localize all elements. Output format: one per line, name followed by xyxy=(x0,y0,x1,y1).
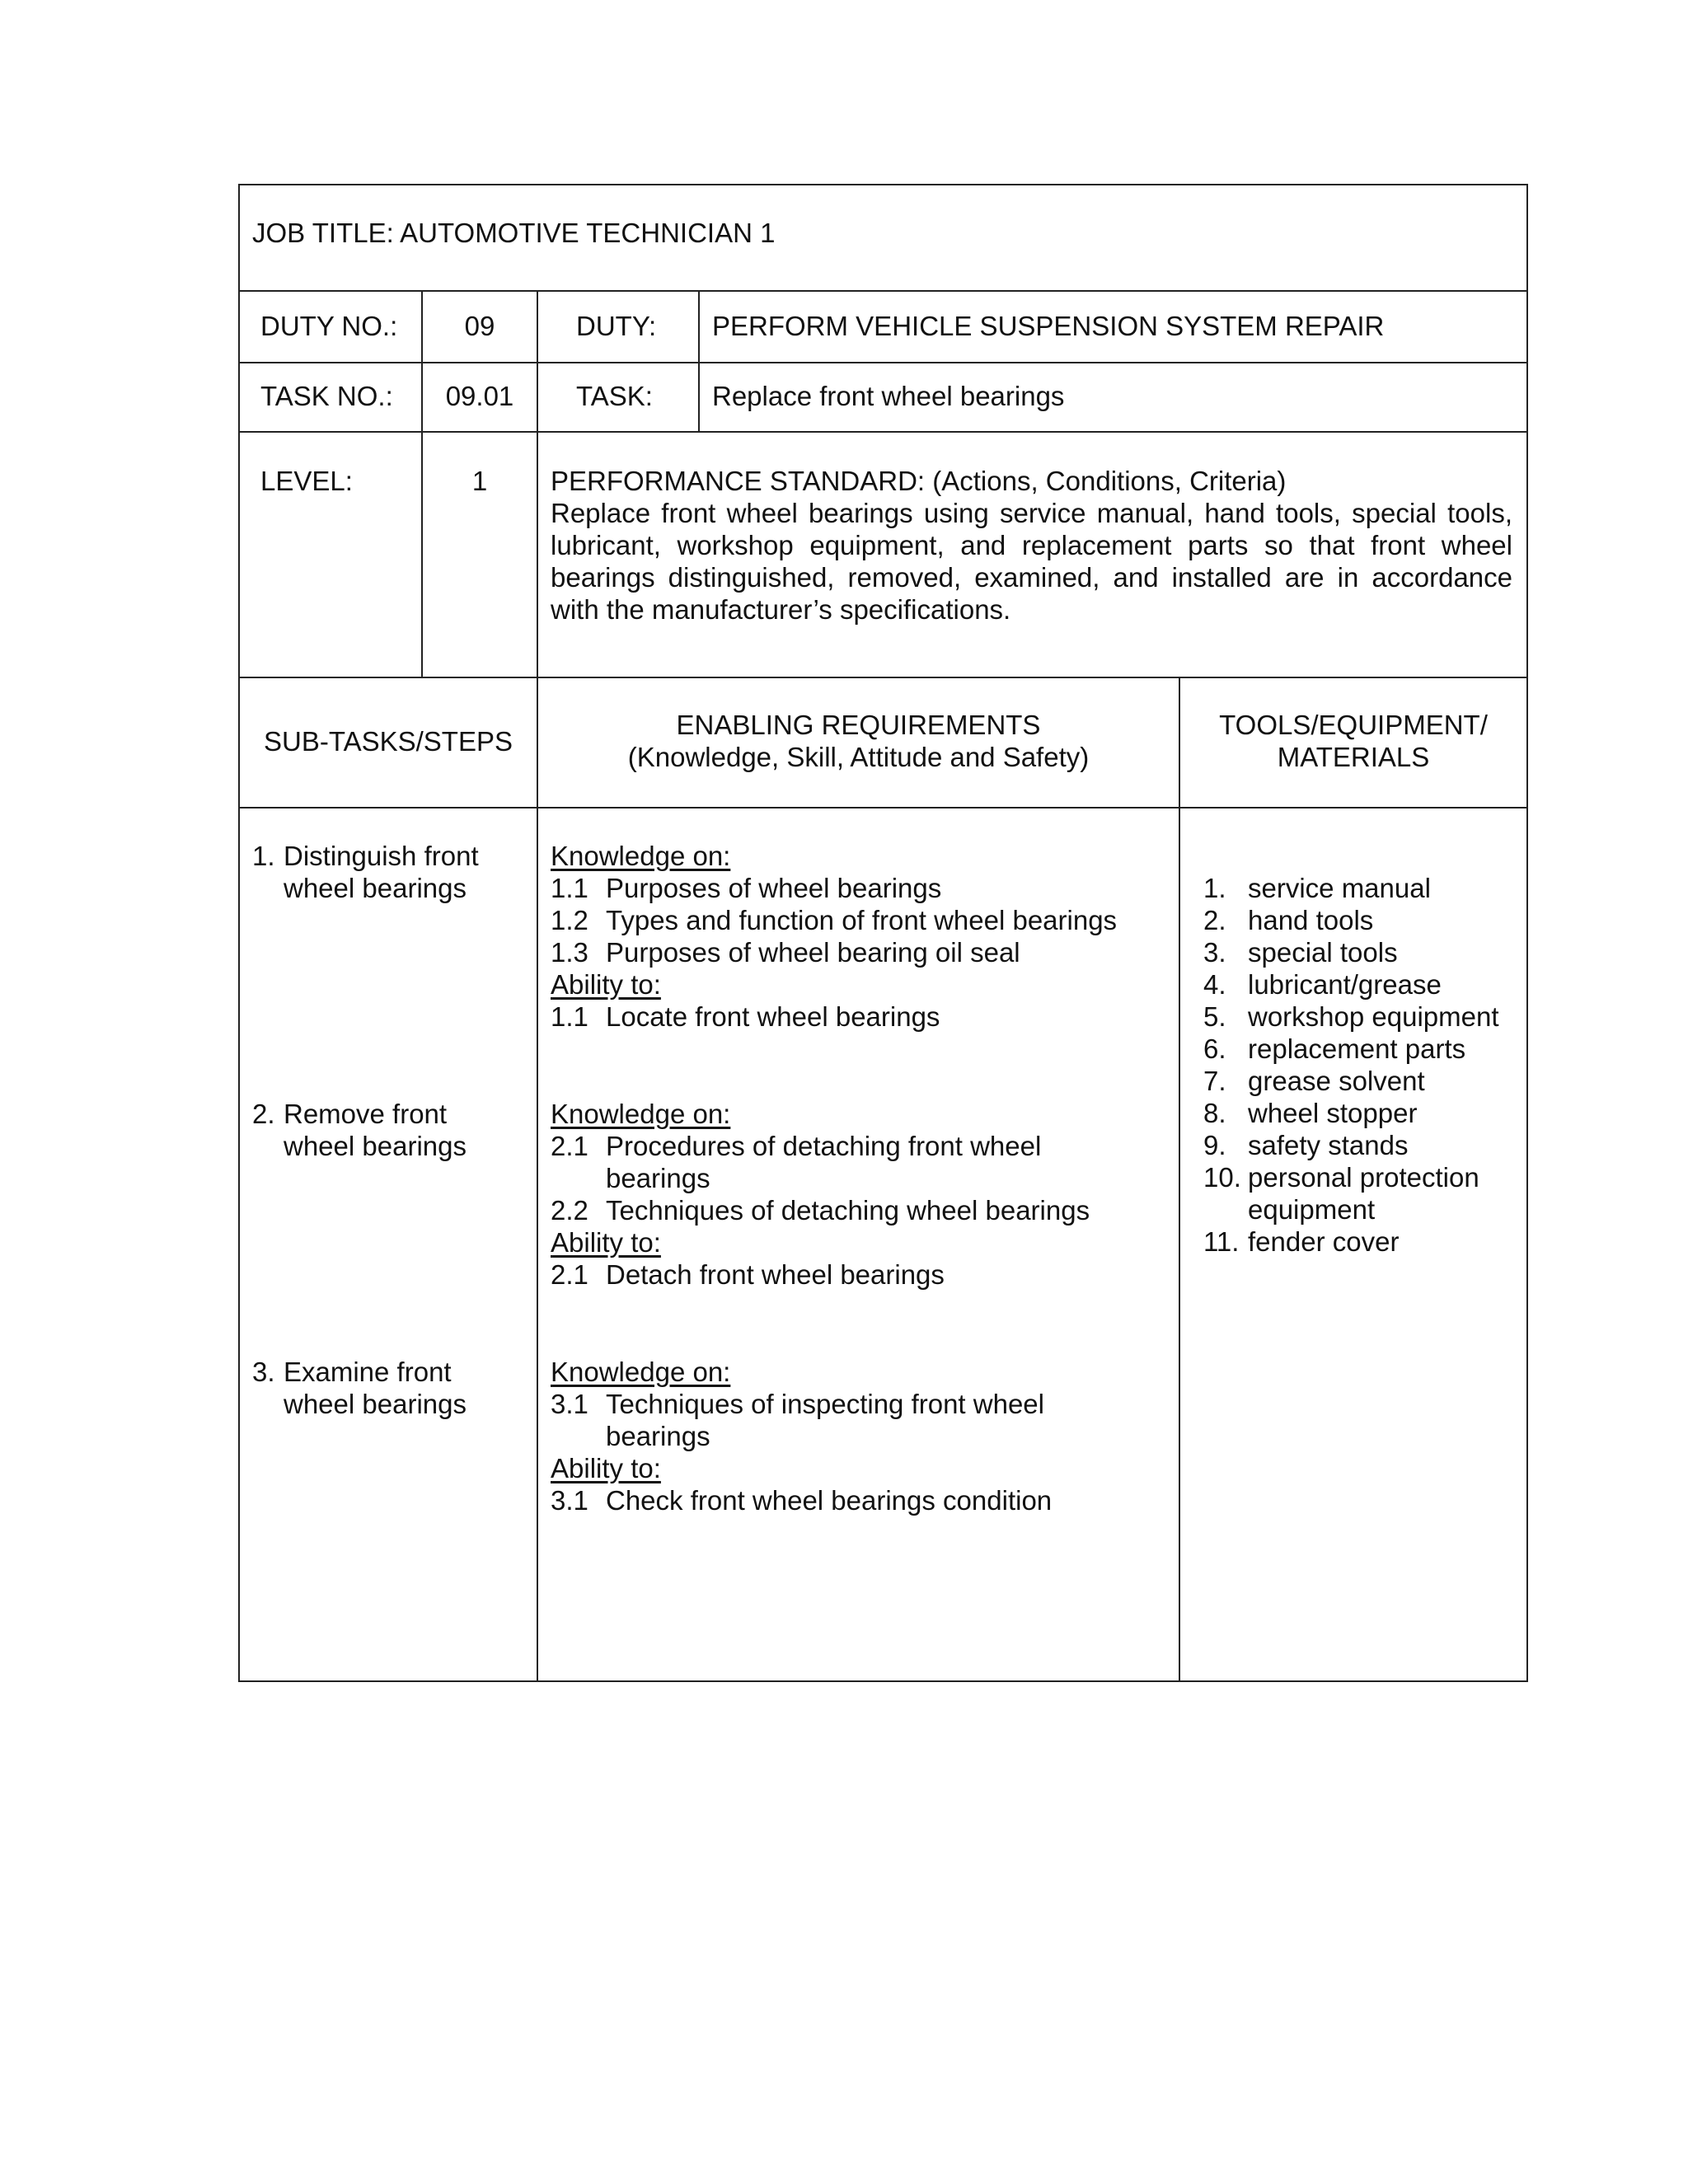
tool-number: 1. xyxy=(1203,873,1226,903)
duty-no-value: 09 xyxy=(464,311,495,341)
tool-item: hand tools xyxy=(1248,905,1374,935)
ability-label: Ability to: xyxy=(551,1453,661,1483)
task-label: TASK: xyxy=(576,381,653,411)
step-number: 1. xyxy=(252,841,275,871)
tool-item: fender cover xyxy=(1248,1226,1400,1257)
requirement-number: 2.1 xyxy=(551,1259,588,1290)
requirement-text: Check front wheel bearings condition xyxy=(606,1485,1053,1516)
step-text: Distinguish front xyxy=(284,841,479,871)
job-title: JOB TITLE: AUTOMOTIVE TECHNICIAN 1 xyxy=(252,218,776,248)
knowledge-label: Knowledge on: xyxy=(551,1099,731,1129)
tool-number: 4. xyxy=(1203,969,1226,1000)
level-value: 1 xyxy=(471,466,488,496)
step-text: Remove front xyxy=(284,1099,448,1129)
requirement-text: Purposes of wheel bearings xyxy=(606,873,942,903)
tool-item: service manual xyxy=(1248,873,1431,903)
performance-standard-title: PERFORMANCE STANDARD: (Actions, Conditions, Criteria) xyxy=(551,466,1287,496)
enabling-heading: ENABLING REQUIREMENTS xyxy=(676,710,1041,740)
requirement-text: bearings xyxy=(606,1163,710,1193)
knowledge-label: Knowledge on: xyxy=(551,841,731,871)
tools-subheading: MATERIALS xyxy=(1277,742,1430,772)
subtasks-heading: SUB-TASKS/STEPS xyxy=(264,726,513,757)
requirement-text: bearings xyxy=(606,1421,710,1451)
tool-item: special tools xyxy=(1248,937,1398,968)
tool-item: personal protection xyxy=(1248,1162,1479,1193)
requirement-text: Techniques of inspecting front wheel xyxy=(606,1389,1044,1419)
requirement-number: 1.1 xyxy=(551,873,588,903)
knowledge-label: Knowledge on: xyxy=(551,1357,731,1387)
tool-number: 11. xyxy=(1203,1226,1240,1257)
requirement-text: Detach front wheel bearings xyxy=(606,1259,945,1290)
tool-number: 6. xyxy=(1203,1033,1226,1064)
task-no-value: 09.01 xyxy=(445,381,514,411)
step-text: Examine front xyxy=(284,1357,452,1387)
performance-standard-body: Replace front wheel bearings using service manual, hand tools, special tools, lubricant, workshop equipment, and replacement parts so that front wheel bearings distinguished, removed, examined, and installed are in accordance with the manufacturer’s specifications. xyxy=(551,498,1512,625)
task-no-label: TASK NO.: xyxy=(260,381,393,411)
tool-number: 5. xyxy=(1203,1001,1226,1032)
step-text: wheel bearings xyxy=(284,1131,467,1161)
tool-item: wheel stopper xyxy=(1248,1098,1418,1128)
tool-number: 3. xyxy=(1203,937,1226,968)
ability-label: Ability to: xyxy=(551,1227,661,1258)
requirement-text: Purposes of wheel bearing oil seal xyxy=(606,937,1020,968)
tool-item: grease solvent xyxy=(1248,1066,1425,1096)
step-number: 2. xyxy=(252,1099,275,1129)
requirement-number: 1.3 xyxy=(551,937,588,968)
ability-label: Ability to: xyxy=(551,969,661,1000)
duty-no-label: DUTY NO.: xyxy=(260,311,398,341)
level-label: LEVEL: xyxy=(260,466,353,496)
tool-item: lubricant/grease xyxy=(1248,969,1442,1000)
requirement-number: 2.1 xyxy=(551,1131,588,1161)
requirement-number: 1.1 xyxy=(551,1001,588,1032)
requirement-number: 2.2 xyxy=(551,1195,588,1226)
requirement-text: Techniques of detaching wheel bearings xyxy=(606,1195,1090,1226)
requirement-number: 3.1 xyxy=(551,1389,588,1419)
enabling-subheading: (Knowledge, Skill, Attitude and Safety) xyxy=(627,742,1090,772)
requirement-text: Types and function of front wheel bearings xyxy=(606,905,1118,935)
duty-value: PERFORM VEHICLE SUSPENSION SYSTEM REPAIR xyxy=(712,311,1385,341)
duty-label: DUTY: xyxy=(576,311,657,341)
tool-number: 7. xyxy=(1203,1066,1226,1096)
tool-number: 2. xyxy=(1203,905,1226,935)
task-value: Replace front wheel bearings xyxy=(712,381,1065,411)
requirement-number: 3.1 xyxy=(551,1485,588,1516)
tools-heading: TOOLS/EQUIPMENT/ xyxy=(1219,710,1488,740)
tool-number: 10. xyxy=(1203,1162,1241,1193)
requirement-text: Locate front wheel bearings xyxy=(606,1001,940,1032)
requirement-text: Procedures of detaching front wheel xyxy=(606,1131,1042,1161)
tool-number: 8. xyxy=(1203,1098,1226,1128)
tool-item: workshop equipment xyxy=(1248,1001,1499,1032)
step-text: wheel bearings xyxy=(284,1389,467,1419)
tool-item: equipment xyxy=(1248,1194,1376,1225)
tool-number: 9. xyxy=(1203,1130,1226,1160)
step-text: wheel bearings xyxy=(284,873,467,903)
tool-item: safety stands xyxy=(1248,1130,1409,1160)
step-number: 3. xyxy=(252,1357,275,1387)
requirement-number: 1.2 xyxy=(551,905,588,935)
tool-item: replacement parts xyxy=(1248,1033,1466,1064)
